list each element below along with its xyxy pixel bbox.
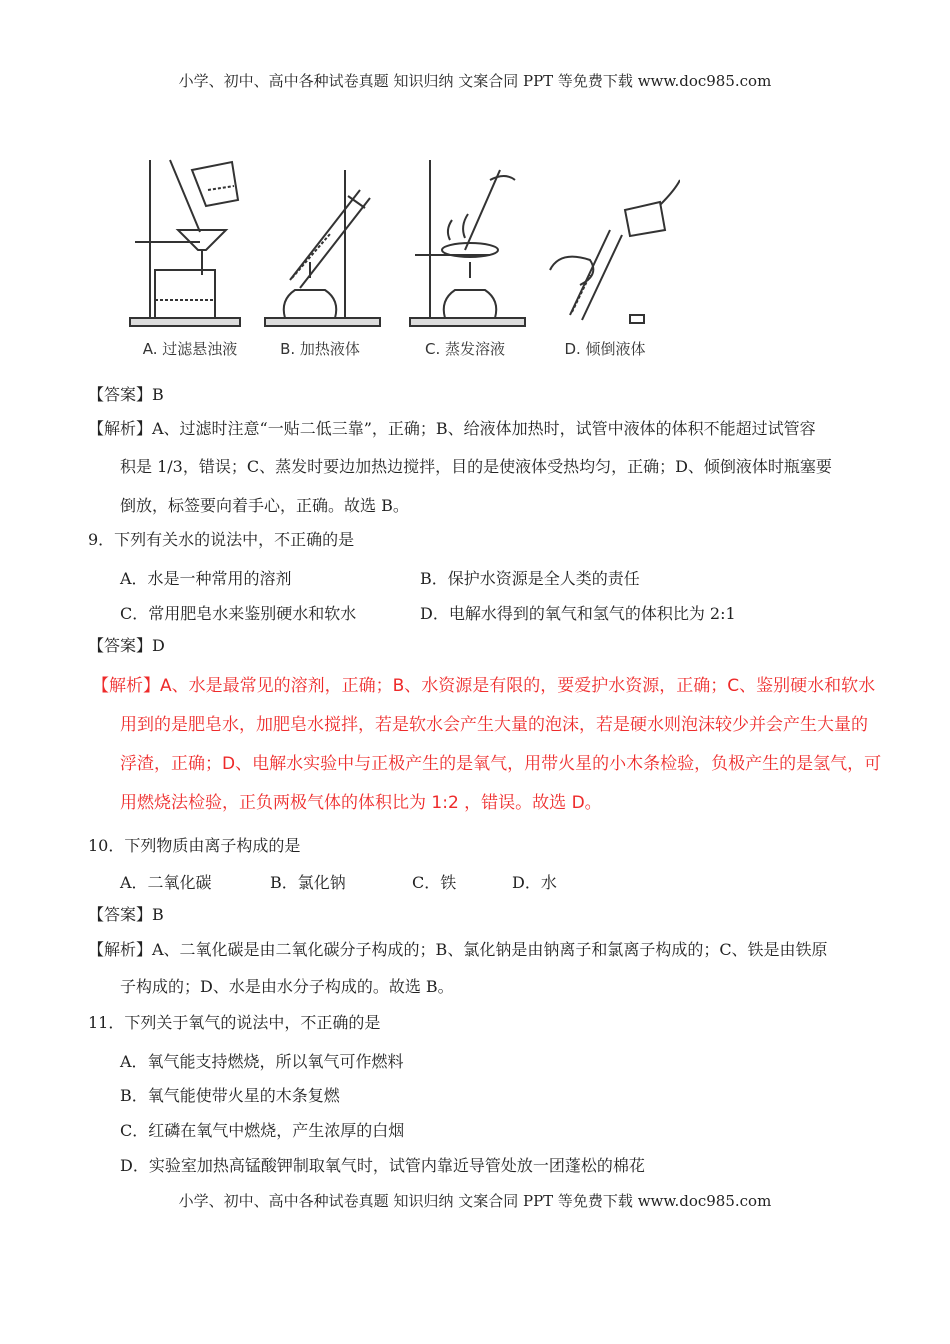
q10-analysis-line-2: 子构成的；D、水是由水分子构成的。故选 B。 — [120, 977, 454, 996]
evaporation-apparatus — [410, 160, 525, 326]
q11-option-c: C．红磷在氧气中燃烧，产生浓厚的白烟 — [120, 1121, 405, 1140]
q10-answer: 【答案】B — [88, 905, 164, 924]
q10-analysis-line-1: 【解析】A、二氧化碳是由二氧化碳分子构成的；B、氯化钠是由钠离子和氯离子构成的；C、铁是由铁原 — [88, 940, 828, 959]
figure-caption-a: A. 过滤悬浊液 — [142, 340, 238, 358]
q9-option-c: C．常用肥皂水来鉴别硬水和软水 — [120, 604, 357, 623]
q10-option-a: A．二氧化碳 — [120, 873, 212, 892]
q9-analysis-line-3: 浮渣，正确；D、电解水实验中与正极产生的是氧气，用带火星的小木条检验，负极产生的是氢气，可 — [120, 754, 882, 774]
q9-analysis-line-2: 用到的是肥皂水，加肥皂水搅拌，若是软水会产生大量的泡沫，若是硬水则泡沫较少并会产生大量的 — [120, 715, 868, 735]
q11-option-a: A．氧气能支持燃烧，所以氧气可作燃料 — [120, 1052, 404, 1071]
pouring-apparatus — [550, 180, 680, 323]
q8-analysis-line-2: 积是 1/3，错误；C、蒸发时要边加热边搅拌，目的是使液体受热均匀，正确；D、倾倒液体时瓶塞要 — [120, 457, 832, 476]
experiment-illustration — [120, 150, 680, 340]
filtration-apparatus — [130, 160, 240, 326]
figure-caption-d: D. 倾倒液体 — [564, 340, 646, 358]
q9-option-d: D．电解水得到的氧气和氢气的体积比为 2:1 — [420, 604, 736, 623]
q11-option-b: B．氧气能使带火星的木条复燃 — [120, 1086, 340, 1105]
q9-analysis-line-1: 【解析】A、水是最常见的溶剂，正确；B、水资源是有限的，要爱护水资源，正确；C、鉴别硬水和软水 — [92, 676, 876, 696]
figure-caption-c: C. 蒸发溶液 — [424, 340, 505, 358]
q9-question: 9．下列有关水的说法中，不正确的是 — [88, 530, 355, 549]
q8-answer: 【答案】B — [88, 385, 164, 404]
figure-caption-b: B. 加热液体 — [280, 340, 360, 358]
experiment-figure — [120, 150, 680, 370]
q8-analysis-line-1: 【解析】A、过滤时注意“一贴二低三靠”，正确；B、给液体加热时，试管中液体的体积不能超过试管容 — [88, 419, 816, 438]
q9-answer: 【答案】D — [88, 636, 165, 655]
q9-option-b: B．保护水资源是全人类的责任 — [420, 569, 640, 588]
heating-apparatus — [265, 170, 380, 326]
q8-analysis-line-3: 倒放，标签要向着手心，正确。故选 B。 — [120, 496, 409, 515]
q10-question: 10．下列物质由离子构成的是 — [88, 836, 301, 855]
q11-question: 11．下列关于氧气的说法中，不正确的是 — [88, 1013, 381, 1032]
page-header: 小学、初中、高中各种试卷真题 知识归纳 文案合同 PPT 等免费下载 www.doc985.com — [178, 72, 772, 90]
q9-analysis-line-4: 用燃烧法检验，正负两极气体的体积比为 1:2 ，错误。故选 D。 — [120, 793, 602, 813]
q10-option-c: C．铁 — [412, 873, 457, 892]
q10-option-b: B．氯化钠 — [270, 873, 346, 892]
page-footer: 小学、初中、高中各种试卷真题 知识归纳 文案合同 PPT 等免费下载 www.doc985.com — [178, 1192, 772, 1210]
q11-option-d: D．实验室加热高锰酸钾制取氧气时，试管内靠近导管处放一团蓬松的棉花 — [120, 1156, 645, 1175]
q10-option-d: D．水 — [512, 873, 557, 892]
q9-option-a: A．水是一种常用的溶剂 — [120, 569, 292, 588]
